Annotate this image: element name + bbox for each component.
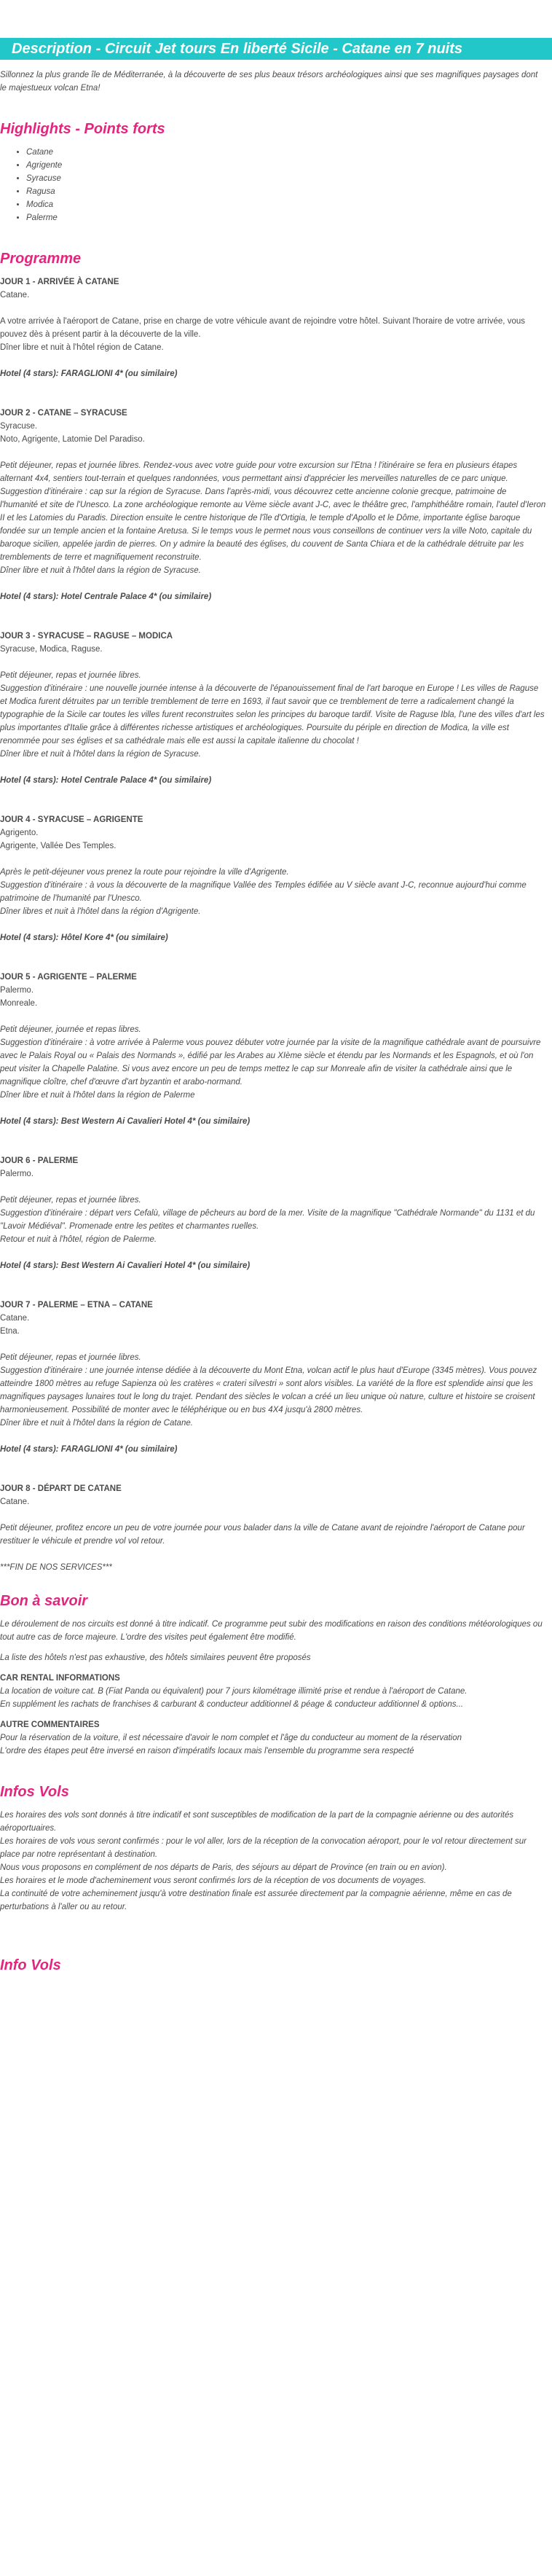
day-places: Syracuse.	[0, 422, 38, 431]
list-item: • Ragusa	[26, 185, 546, 198]
day-text: Après le petit-déjeuner vous prenez la route pour rejoindre la ville d'Agrigente.	[0, 868, 289, 877]
info-text: L'ordre des étapes peut être inversé en raison d'impératifs locaux mais l'ensemble du programme sera respecté	[0, 1747, 414, 1755]
day-places: Catane.	[0, 291, 30, 300]
day-6	[0, 1154, 546, 1272]
day-text: Retour et nuit à l'hôtel, région de Palerme.	[0, 1235, 157, 1244]
bon-a-savoir-heading: Bon à savoir	[0, 1593, 88, 1609]
info-text: Le déroulement de nos circuits est donné à titre indicatif. Ce programme peut subir des modifications en raison des conditions météorologiques ou tout autre cas de force majeure. L'ordre des visites peut également être modifié.	[0, 1620, 543, 1642]
day-title: JOUR 4 - SYRACUSE – AGRIGENTE	[0, 815, 143, 824]
page-title: Description - Circuit Jet tours En liberté Sicile - Catane en 7 nuits	[12, 41, 463, 57]
programme-heading: Programme	[0, 251, 82, 267]
day-text: Suggestion d'itinéraire : départ vers Cefalù, village de pêcheurs au bord de la mer. Visite de la magnifique "Cathédrale Normande" du 1131 et du "Lavoir Médiéval". Promenade entre les petites et charmantes ruelles.	[0, 1209, 535, 1231]
day-text: Petit déjeuner, repas et journée libres.	[0, 671, 141, 680]
day-places-secondary: Agrigente, Vallée Des Temples.	[0, 842, 117, 850]
day-places: Agrigento.	[0, 829, 39, 837]
car-rental-title: CAR RENTAL INFORMATIONS	[0, 1674, 120, 1683]
day-text: Suggestion d'itinéraire : à vous la découverte de la magnifique Vallée des Temples édifiée au V siècle avant J-C, reconnue aujourd'hui comme patrimoine de l'humanité par l'Unesco.	[0, 881, 527, 903]
info-vols-heading: Info Vols	[0, 1957, 61, 1973]
day-text: Dîner libre et nuit à l'hôtel dans la région de Catane.	[0, 1419, 193, 1428]
end-of-services: ***FIN DE NOS SERVICES***	[0, 1563, 112, 1572]
title-banner	[0, 38, 552, 60]
day-hotel: Hotel (4 stars): Best Western Ai Cavalieri Hotel 4* (ou similaire)	[0, 1117, 251, 1126]
day-text: Suggestion d'itinéraire : à votre arrivée à Palerme vous pouvez débuter votre journée par la visite de la magnifique cathédrale avant de poursuivre avec le Palais Royal ou « Palais des Normands », édifié par les Arabes au XIème siècle et étendu par les Normands et les Espagnols, et où l'on peut visiter la Chapelle Palatine. Si vous avez encore un peu de temps mettez le cap sur Monreale afin de visiter la cathédrale ainsi que le magnifique cloître, chef d'œuvre d'art byzantin et arabo-normand.	[0, 1038, 541, 1087]
intro-text: Sillonnez la plus grande île de Méditerranée, à la découverte de ses plus beaux trésors archéologiques ainsi que ses magnifiques paysages dont le majestueux volcan Etna!	[0, 71, 538, 93]
day-text: Suggestion d'itinéraire : une journée intense dédiée à la découverte du Mont Etna, volcan actif le plus haut d'Europe (3345 mètres). Vous pouvez atteindre 1800 mètres au refuge Sapienza où les cratères « crateri silvestri » sont alors visibles. La variété de la flore est splendide ainsi que les magnifiques paysages lunaires tout le long du trajet. Pendant des siècles le volcan a créé un lieu unique où nature, culture et histoire se croisent harmonieusement. Possibilité de monter avec le téléphérique ou en bus 4X4 jusqu'à 2800 mètres.	[0, 1366, 537, 1414]
day-text: A votre arrivée à l'aéroport de Catane, prise en charge de votre véhicule avant de rejoindre votre hôtel. Suivant l'horaire de votre arrivée, vous pouvez dès à présent partir à la découverte de la ville.	[0, 317, 525, 339]
list-item: • Catane	[26, 146, 546, 159]
autres-commentaires-title: AUTRE COMMENTAIRES	[0, 1720, 100, 1729]
infos-vols-heading: Infos Vols	[0, 1784, 69, 1800]
day-places-secondary: Monreale.	[0, 999, 38, 1008]
info-text: En supplément les rachats de franchises & carburant & conducteur additionnel & péage & conducteur additionnel & options...	[0, 1700, 464, 1709]
day-places: Palermo.	[0, 1170, 34, 1178]
day-text: Petit déjeuner, repas et journée libres. Rendez-vous avec votre guide pour votre excursion sur l'Etna ! l'itinéraire se fera en plusieurs étapes alternant 4x4, sentiers tout-terrain et quelques randonnées, vous permettant ainsi d'apprécier les merveilles naturelles de ce parc unique.	[0, 461, 518, 483]
day-7	[0, 1299, 546, 1456]
day-5	[0, 971, 546, 1128]
day-8	[0, 1482, 546, 1574]
day-places: Catane.	[0, 1314, 30, 1323]
list-item: • Palerme	[26, 211, 546, 224]
day-2	[0, 407, 546, 603]
day-text: Dîner libres et nuit à l'hôtel dans la région d'Agrigente.	[0, 907, 201, 916]
day-text: Dîner libre et nuit à l'hôtel dans la région de Syracuse.	[0, 750, 201, 759]
day-text: Petit déjeuner, repas et journée libres.	[0, 1353, 141, 1362]
day-hotel: Hotel (4 stars): Best Western Ai Cavalieri Hotel 4* (ou similaire)	[0, 1261, 251, 1270]
day-places: Palermo.	[0, 986, 34, 995]
list-item: • Agrigente	[26, 159, 546, 172]
info-text: La location de voiture cat. B (Fiat Panda ou équivalent) pour 7 jours kilométrage illimité prise et rendue à l'aéroport de Catane.	[0, 1687, 468, 1696]
info-text: Les horaires et le mode d'acheminement vous seront confirmés lors de la réception de vos documents de voyages.	[0, 1876, 427, 1885]
day-text: Dîner libre et nuit à l'hôtel région de Catane.	[0, 343, 164, 352]
infos-vols-section	[0, 1809, 546, 1914]
day-hotel: Hotel (4 stars): FARAGLIONI 4* (ou similaire)	[0, 1445, 178, 1454]
day-text: Dîner libre et nuit à l'hôtel dans la région de Syracuse.	[0, 566, 201, 575]
day-text: Petit déjeuner, journée et repas libres.	[0, 1025, 141, 1034]
day-title: JOUR 7 - PALERME – ETNA – CATANE	[0, 1301, 153, 1309]
day-hotel: Hotel (4 stars): Hotel Centrale Palace 4* (ou similaire)	[0, 776, 212, 785]
day-hotel: Hotel (4 stars): Hotel Centrale Palace 4* (ou similaire)	[0, 592, 212, 601]
list-item: • Syracuse	[26, 172, 546, 185]
bon-a-savoir-section	[0, 1618, 546, 1758]
day-4	[0, 813, 546, 944]
day-title: JOUR 8 - DÉPART DE CATANE	[0, 1484, 122, 1493]
highlights-heading: Highlights - Points forts	[0, 121, 165, 137]
day-text: Suggestion d'itinéraire : une nouvelle journée intense à la découverte de l'épanouissement final de l'art baroque en Europe ! Les villes de Raguse et Modica furent détruites par un terrible tremblement de terre en 1693, il faut savoir que ce tremblement de terre a radicalement changé la typographie de la Sicile car toutes les villes furent reconstruites selon les principes du baroque tardif. Visite de Raguse Ibla, l'une des villes d'art les plus importantes d'Italie grâce à différentes richesse artistiques et archéologiques. Poursuite du périple en direction de Modica, la ville est renommée pour ses églises et sa cathédrale mais elle est aussi la capitale italienne du chocolat !	[0, 684, 545, 745]
day-text: Dîner libre et nuit à l'hôtel dans la région de Palerme	[0, 1091, 195, 1100]
day-title: JOUR 1 - ARRIVÉE À CATANE	[0, 278, 119, 286]
info-text: La continuité de votre acheminement jusqu'à votre destination finale est assurée directement par la compagnie aérienne, même en cas de perturbations à l'aller ou au retour.	[0, 1890, 512, 1911]
info-text: Les horaires de vols vous seront confirmés : pour le vol aller, lors de la réception de la convocation aéroport, pour le vol retour directement sur place par notre représentant à destination.	[0, 1837, 527, 1859]
day-text: Petit déjeuner, profitez encore un peu de votre journée pour vous balader dans la ville de Catane avant de rejoindre l'aéroport de Catane pour restituer le véhicule et prendre vol vol retour.	[0, 1524, 525, 1546]
content	[0, 67, 546, 1982]
day-hotel: Hotel (4 stars): Hôtel Kore 4* (ou similaire)	[0, 933, 168, 942]
day-title: JOUR 2 - CATANE – SYRACUSE	[0, 409, 127, 418]
day-places-secondary: Noto, Agrigente, Latomie Del Paradiso.	[0, 435, 145, 444]
day-text: Petit déjeuner, repas et journée libres.	[0, 1196, 141, 1205]
info-text: Nous vous proposons en complément de nos départs de Paris, des séjours au départ de Province (en train ou en avion).	[0, 1863, 447, 1872]
day-3	[0, 630, 546, 787]
day-title: JOUR 5 - AGRIGENTE – PALERME	[0, 973, 137, 982]
info-text: La liste des hôtels n'est pas exhaustive, des hôtels similaires peuvent être proposés	[0, 1653, 311, 1662]
day-places: Syracuse, Modica, Raguse.	[0, 645, 103, 654]
day-1	[0, 275, 546, 380]
day-title: JOUR 3 - SYRACUSE – RAGUSE – MODICA	[0, 632, 173, 641]
highlights-list	[0, 146, 546, 224]
list-item: • Modica	[26, 198, 546, 211]
day-text: Suggestion d'itinéraire : cap sur la région de Syracuse. Dans l'après-midi, vous découvrez cette ancienne colonie grecque, patrimoine de l'humanité et site de l'Unesco. La zone archéologique remonte au Vème siècle avant J-C, avec le théâtre grec, l'amphithéâtre romain, l'autel d'Ieron II et les Latomies du Paradis. Direction ensuite le centre historique de l'île d'Ortigia, le temple d'Apollo et le Dôme, importante église baroque fondée sur un temple ancien et la fontaine Aretusa. Si le temps vous le permet nous vous conseillons de continuer vers la ville Noto, capitale du baroque sicilien, appelée jardin de pierres. On y admire la beauté des églises, du couvent de Santa Chiara et de la cathédrale détruite par les tremblements de terre et magnifiquement reconstruite.	[0, 488, 546, 562]
day-places: Catane.	[0, 1498, 30, 1506]
info-text: Pour la réservation de la voiture, il est nécessaire d'avoir le nom complet et l'âge du conducteur au moment de la réservation	[0, 1734, 462, 1742]
day-places-secondary: Etna.	[0, 1327, 20, 1336]
day-hotel: Hotel (4 stars): FARAGLIONI 4* (ou similaire)	[0, 369, 178, 378]
info-text: Les horaires des vols sont donnés à titre indicatif et sont susceptibles de modification de la part de la compagnie aérienne ou des autorités aéroportuaires.	[0, 1811, 514, 1833]
day-title: JOUR 6 - PALERME	[0, 1156, 79, 1165]
